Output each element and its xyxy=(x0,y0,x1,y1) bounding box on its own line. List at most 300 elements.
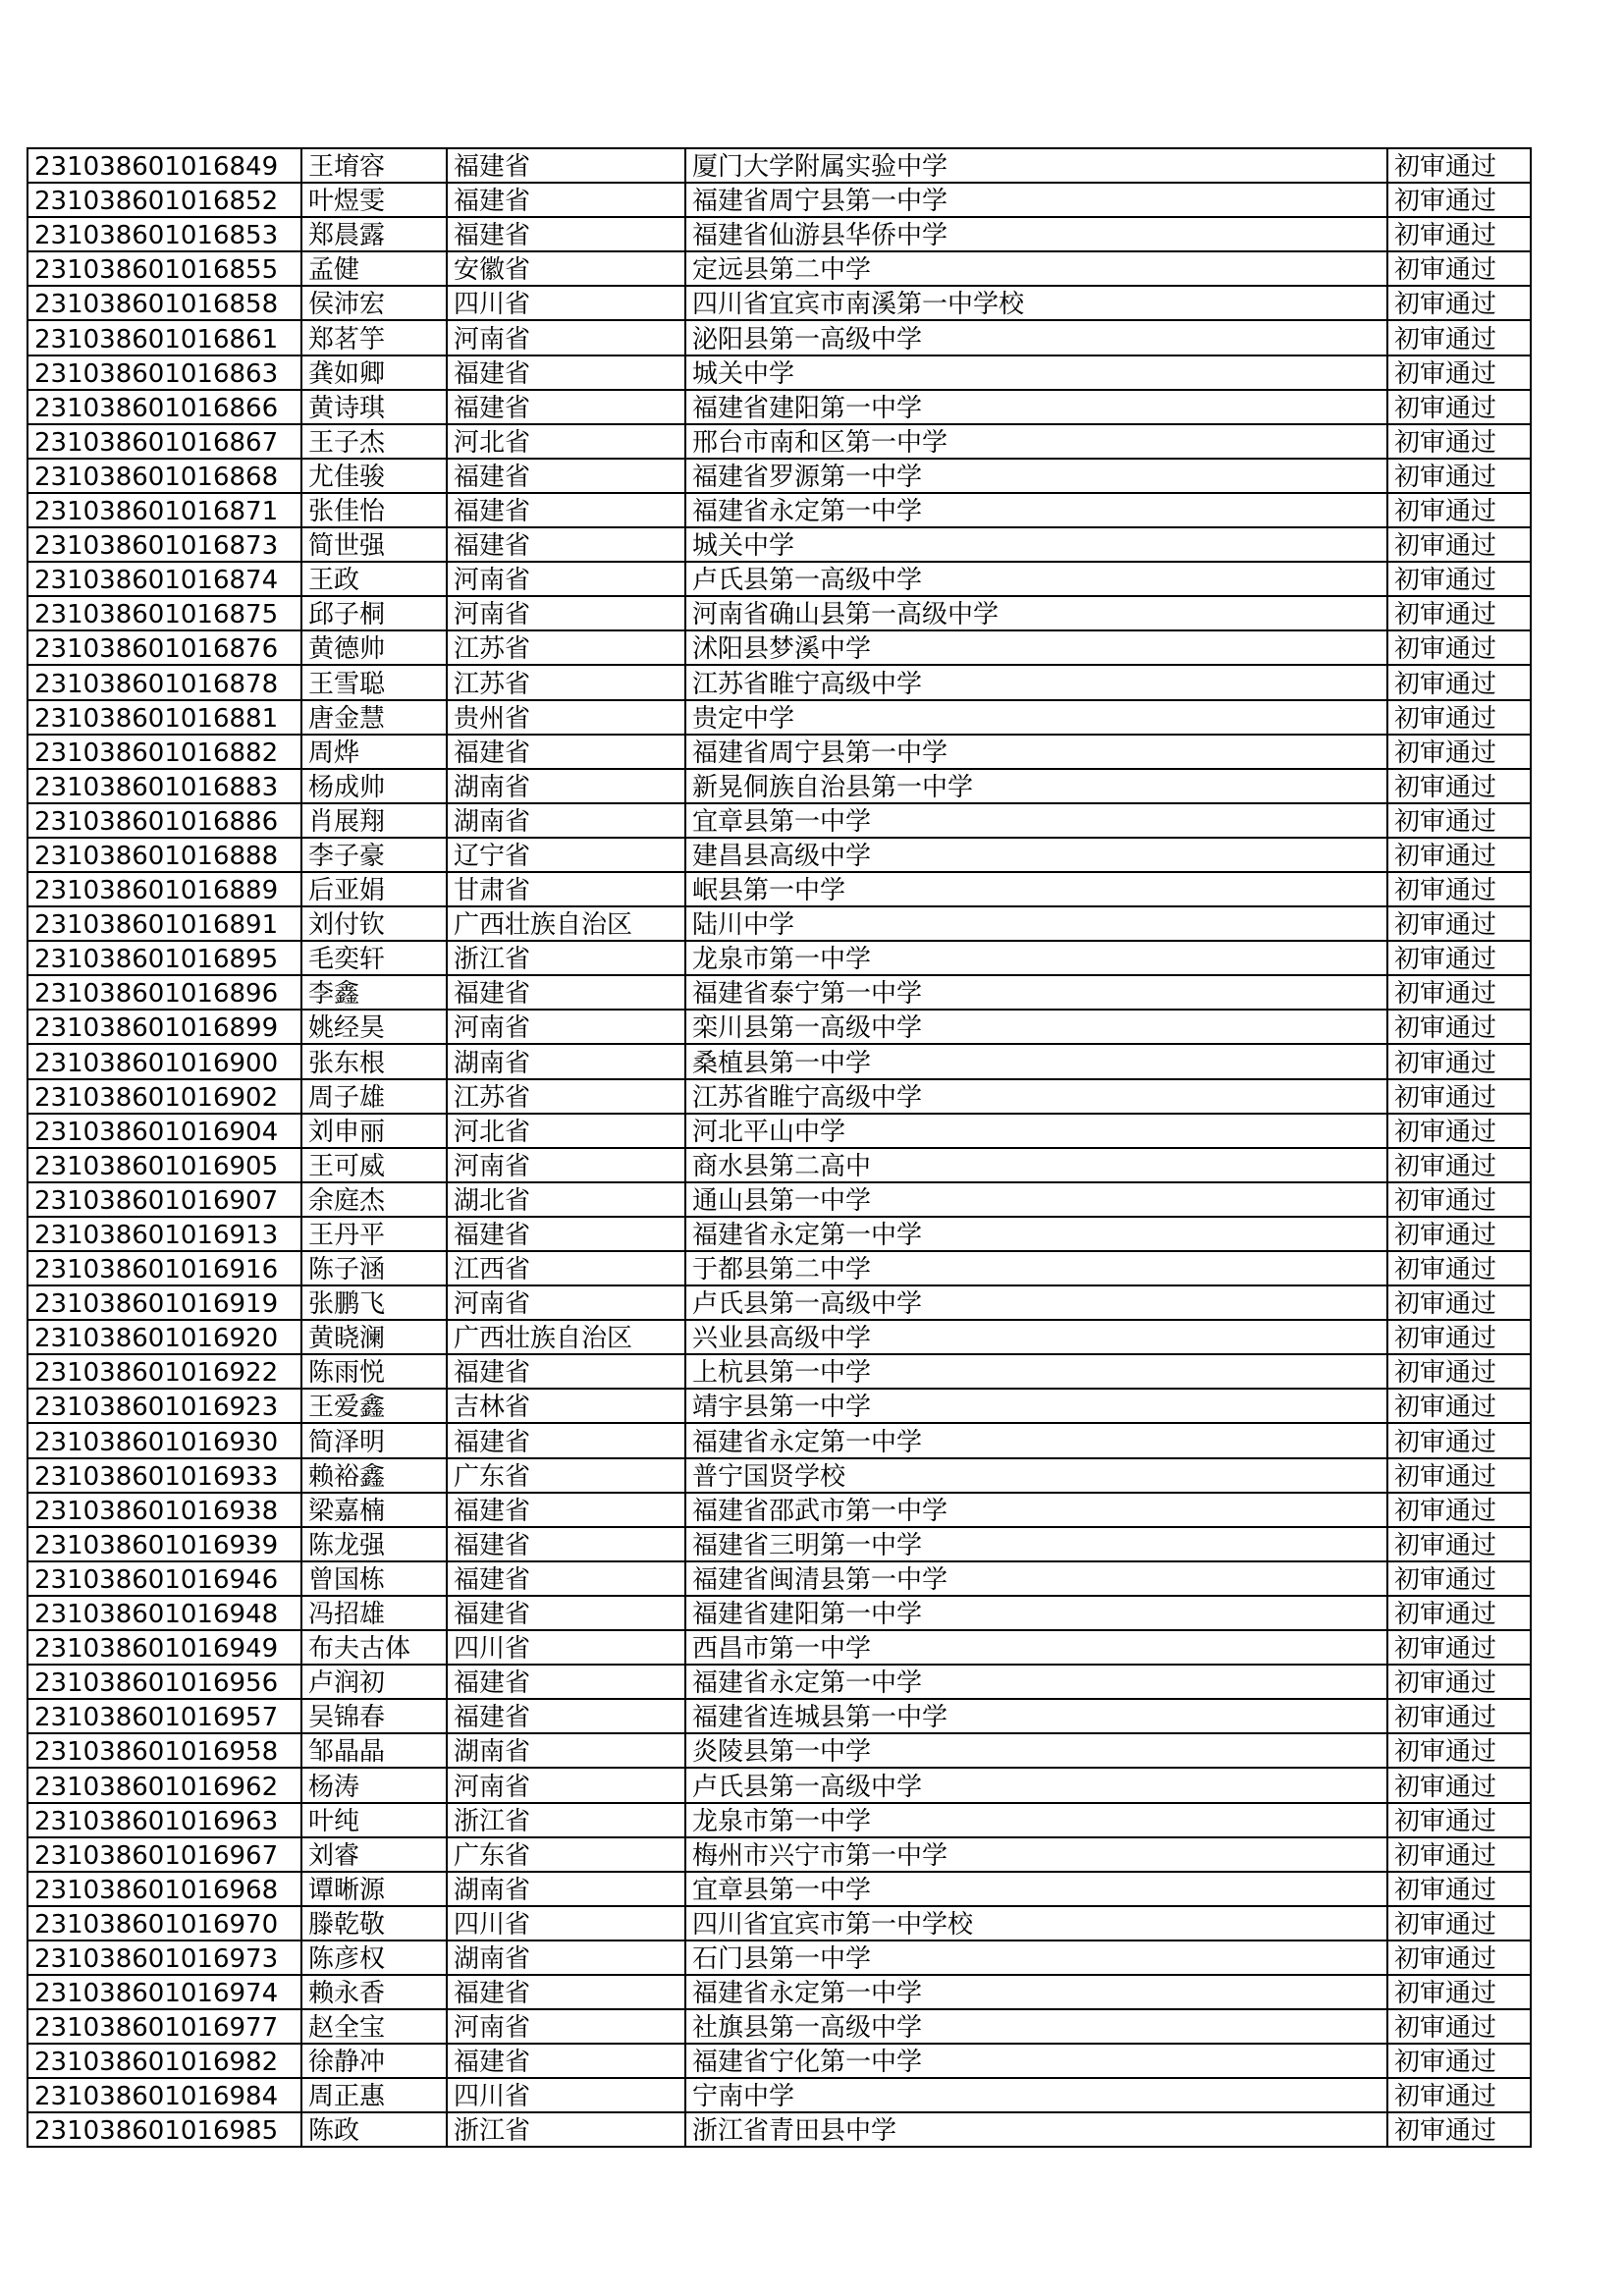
candidate-id-cell: 231038601016920 xyxy=(27,1320,301,1354)
province-cell: 福建省 xyxy=(447,217,685,251)
school-cell: 四川省宜宾市第一中学校 xyxy=(685,1906,1387,1941)
candidate-id-cell: 231038601016956 xyxy=(27,1665,301,1699)
province-cell: 浙江省 xyxy=(447,1803,685,1837)
school-cell: 江苏省睢宁高级中学 xyxy=(685,665,1387,699)
table-row xyxy=(27,1906,1531,1941)
school-cell: 兴业县高级中学 xyxy=(685,1320,1387,1354)
table-row xyxy=(27,148,1531,183)
status-cell: 初审通过 xyxy=(1387,286,1531,320)
table-row xyxy=(27,1630,1531,1665)
name-cell: 邹晶晶 xyxy=(301,1733,447,1768)
status-cell: 初审通过 xyxy=(1387,1561,1531,1596)
candidate-id-cell: 231038601016878 xyxy=(27,665,301,699)
name-cell: 叶纯 xyxy=(301,1803,447,1837)
name-cell: 刘睿 xyxy=(301,1837,447,1872)
candidate-id-cell: 231038601016886 xyxy=(27,803,301,838)
name-cell: 王政 xyxy=(301,562,447,596)
name-cell: 李鑫 xyxy=(301,975,447,1010)
candidate-id-cell: 231038601016900 xyxy=(27,1044,301,1078)
name-cell: 王丹平 xyxy=(301,1217,447,1251)
name-cell: 刘付钦 xyxy=(301,906,447,941)
school-cell: 社旗县第一高级中学 xyxy=(685,2009,1387,2044)
school-cell: 沭阳县梦溪中学 xyxy=(685,630,1387,665)
status-cell: 初审通过 xyxy=(1387,493,1531,527)
province-cell: 福建省 xyxy=(447,2044,685,2078)
table-row xyxy=(27,1010,1531,1044)
status-cell: 初审通过 xyxy=(1387,1699,1531,1733)
province-cell: 湖南省 xyxy=(447,1941,685,1975)
name-cell: 叶煜雯 xyxy=(301,183,447,217)
name-cell: 滕乾敬 xyxy=(301,1906,447,1941)
school-cell: 梅州市兴宁市第一中学 xyxy=(685,1837,1387,1872)
candidate-id-cell: 231038601016984 xyxy=(27,2078,301,2112)
status-cell: 初审通过 xyxy=(1387,183,1531,217)
status-cell: 初审通过 xyxy=(1387,803,1531,838)
province-cell: 安徽省 xyxy=(447,251,685,286)
status-cell: 初审通过 xyxy=(1387,1114,1531,1148)
candidate-id-cell: 231038601016973 xyxy=(27,1941,301,1975)
school-cell: 卢氏县第一高级中学 xyxy=(685,562,1387,596)
school-cell: 新晃侗族自治县第一中学 xyxy=(685,769,1387,803)
status-cell: 初审通过 xyxy=(1387,2112,1531,2147)
table-row xyxy=(27,735,1531,769)
province-cell: 福建省 xyxy=(447,1354,685,1389)
candidate-id-cell: 231038601016957 xyxy=(27,1699,301,1733)
province-cell: 河南省 xyxy=(447,2009,685,2044)
province-cell: 河北省 xyxy=(447,1114,685,1148)
table-row xyxy=(27,906,1531,941)
candidate-id-cell: 231038601016866 xyxy=(27,390,301,424)
table-row xyxy=(27,630,1531,665)
candidate-id-cell: 231038601016867 xyxy=(27,424,301,459)
school-cell: 福建省永定第一中学 xyxy=(685,1665,1387,1699)
table-row xyxy=(27,1389,1531,1423)
name-cell: 肖展翔 xyxy=(301,803,447,838)
name-cell: 王爱鑫 xyxy=(301,1389,447,1423)
status-cell: 初审通过 xyxy=(1387,217,1531,251)
candidate-id-cell: 231038601016853 xyxy=(27,217,301,251)
table-row xyxy=(27,665,1531,699)
school-cell: 福建省仙游县华侨中学 xyxy=(685,217,1387,251)
name-cell: 吴锦春 xyxy=(301,1699,447,1733)
school-cell: 福建省建阳第一中学 xyxy=(685,1596,1387,1630)
candidate-id-cell: 231038601016861 xyxy=(27,320,301,355)
school-cell: 岷县第一中学 xyxy=(685,872,1387,906)
table-row xyxy=(27,1596,1531,1630)
status-cell: 初审通过 xyxy=(1387,1320,1531,1354)
status-cell: 初审通过 xyxy=(1387,148,1531,183)
school-cell: 厦门大学附属实验中学 xyxy=(685,148,1387,183)
province-cell: 河南省 xyxy=(447,1010,685,1044)
status-cell: 初审通过 xyxy=(1387,1596,1531,1630)
name-cell: 赖永香 xyxy=(301,1975,447,2009)
name-cell: 王堉容 xyxy=(301,148,447,183)
school-cell: 福建省邵武市第一中学 xyxy=(685,1493,1387,1527)
province-cell: 辽宁省 xyxy=(447,838,685,872)
province-cell: 福建省 xyxy=(447,1596,685,1630)
school-cell: 栾川县第一高级中学 xyxy=(685,1010,1387,1044)
table-row xyxy=(27,286,1531,320)
name-cell: 郑晨露 xyxy=(301,217,447,251)
candidate-id-cell: 231038601016958 xyxy=(27,1733,301,1768)
status-cell: 初审通过 xyxy=(1387,1010,1531,1044)
table-row xyxy=(27,1975,1531,2009)
table-row xyxy=(27,459,1531,493)
name-cell: 周正惠 xyxy=(301,2078,447,2112)
table-row xyxy=(27,493,1531,527)
status-cell: 初审通过 xyxy=(1387,1182,1531,1217)
status-cell: 初审通过 xyxy=(1387,700,1531,735)
status-cell: 初审通过 xyxy=(1387,1354,1531,1389)
status-cell: 初审通过 xyxy=(1387,1148,1531,1182)
province-cell: 广东省 xyxy=(447,1458,685,1493)
table-row xyxy=(27,1148,1531,1182)
candidate-id-cell: 231038601016858 xyxy=(27,286,301,320)
status-cell: 初审通过 xyxy=(1387,527,1531,562)
province-cell: 湖北省 xyxy=(447,1182,685,1217)
name-cell: 孟健 xyxy=(301,251,447,286)
school-cell: 于都县第二中学 xyxy=(685,1251,1387,1285)
province-cell: 福建省 xyxy=(447,493,685,527)
name-cell: 后亚娟 xyxy=(301,872,447,906)
province-cell: 福建省 xyxy=(447,459,685,493)
name-cell: 李子豪 xyxy=(301,838,447,872)
province-cell: 河南省 xyxy=(447,562,685,596)
table-row xyxy=(27,2044,1531,2078)
school-cell: 福建省建阳第一中学 xyxy=(685,390,1387,424)
candidate-id-cell: 231038601016970 xyxy=(27,1906,301,1941)
school-cell: 卢氏县第一高级中学 xyxy=(685,1285,1387,1320)
table-row xyxy=(27,975,1531,1010)
status-cell: 初审通过 xyxy=(1387,459,1531,493)
candidate-id-cell: 231038601016871 xyxy=(27,493,301,527)
name-cell: 龚如卿 xyxy=(301,355,447,390)
table-row xyxy=(27,700,1531,735)
table-row xyxy=(27,1837,1531,1872)
candidate-id-cell: 231038601016938 xyxy=(27,1493,301,1527)
status-cell: 初审通过 xyxy=(1387,2078,1531,2112)
table-row xyxy=(27,1941,1531,1975)
school-cell: 宜章县第一中学 xyxy=(685,803,1387,838)
school-cell: 城关中学 xyxy=(685,355,1387,390)
province-cell: 四川省 xyxy=(447,1906,685,1941)
status-cell: 初审通过 xyxy=(1387,975,1531,1010)
candidate-id-cell: 231038601016916 xyxy=(27,1251,301,1285)
table-row xyxy=(27,1079,1531,1114)
school-cell: 福建省泰宁第一中学 xyxy=(685,975,1387,1010)
name-cell: 侯沛宏 xyxy=(301,286,447,320)
name-cell: 赖裕鑫 xyxy=(301,1458,447,1493)
province-cell: 四川省 xyxy=(447,1630,685,1665)
table-row xyxy=(27,1044,1531,1078)
name-cell: 曾国栋 xyxy=(301,1561,447,1596)
table-row xyxy=(27,1458,1531,1493)
school-cell: 贵定中学 xyxy=(685,700,1387,735)
name-cell: 谭晰源 xyxy=(301,1872,447,1906)
school-cell: 普宁国贤学校 xyxy=(685,1458,1387,1493)
school-cell: 定远县第二中学 xyxy=(685,251,1387,286)
candidate-id-cell: 231038601016922 xyxy=(27,1354,301,1389)
table-row xyxy=(27,1285,1531,1320)
school-cell: 建昌县高级中学 xyxy=(685,838,1387,872)
province-cell: 广西壮族自治区 xyxy=(447,1320,685,1354)
school-cell: 泌阳县第一高级中学 xyxy=(685,320,1387,355)
table-row xyxy=(27,872,1531,906)
table-row xyxy=(27,1768,1531,1802)
status-cell: 初审通过 xyxy=(1387,769,1531,803)
school-cell: 浙江省青田县中学 xyxy=(685,2112,1387,2147)
province-cell: 江西省 xyxy=(447,1251,685,1285)
candidate-id-cell: 231038601016963 xyxy=(27,1803,301,1837)
province-cell: 广西壮族自治区 xyxy=(447,906,685,941)
status-cell: 初审通过 xyxy=(1387,2044,1531,2078)
roster-table xyxy=(27,147,1532,2148)
province-cell: 福建省 xyxy=(447,975,685,1010)
candidate-id-cell: 231038601016874 xyxy=(27,562,301,596)
table-row xyxy=(27,1527,1531,1561)
province-cell: 江苏省 xyxy=(447,1079,685,1114)
candidate-id-cell: 231038601016889 xyxy=(27,872,301,906)
name-cell: 余庭杰 xyxy=(301,1182,447,1217)
name-cell: 杨涛 xyxy=(301,1768,447,1802)
name-cell: 邱子桐 xyxy=(301,596,447,630)
school-cell: 桑植县第一中学 xyxy=(685,1044,1387,1078)
status-cell: 初审通过 xyxy=(1387,1906,1531,1941)
school-cell: 上杭县第一中学 xyxy=(685,1354,1387,1389)
roster-body xyxy=(27,148,1531,2147)
school-cell: 福建省连城县第一中学 xyxy=(685,1699,1387,1733)
name-cell: 陈雨悦 xyxy=(301,1354,447,1389)
province-cell: 吉林省 xyxy=(447,1389,685,1423)
school-cell: 商水县第二高中 xyxy=(685,1148,1387,1182)
candidate-id-cell: 231038601016974 xyxy=(27,1975,301,2009)
province-cell: 福建省 xyxy=(447,1493,685,1527)
table-row xyxy=(27,1493,1531,1527)
school-cell: 卢氏县第一高级中学 xyxy=(685,1768,1387,1802)
status-cell: 初审通过 xyxy=(1387,1872,1531,1906)
name-cell: 王可威 xyxy=(301,1148,447,1182)
table-row xyxy=(27,803,1531,838)
province-cell: 湖南省 xyxy=(447,803,685,838)
name-cell: 陈子涵 xyxy=(301,1251,447,1285)
name-cell: 徐静冲 xyxy=(301,2044,447,2078)
table-row xyxy=(27,183,1531,217)
school-cell: 陆川中学 xyxy=(685,906,1387,941)
name-cell: 黄诗琪 xyxy=(301,390,447,424)
status-cell: 初审通过 xyxy=(1387,320,1531,355)
status-cell: 初审通过 xyxy=(1387,1493,1531,1527)
table-row xyxy=(27,1320,1531,1354)
province-cell: 福建省 xyxy=(447,1217,685,1251)
province-cell: 江苏省 xyxy=(447,630,685,665)
province-cell: 福建省 xyxy=(447,527,685,562)
candidate-id-cell: 231038601016923 xyxy=(27,1389,301,1423)
table-row xyxy=(27,217,1531,251)
name-cell: 卢润初 xyxy=(301,1665,447,1699)
status-cell: 初审通过 xyxy=(1387,1941,1531,1975)
province-cell: 福建省 xyxy=(447,1699,685,1733)
candidate-id-cell: 231038601016985 xyxy=(27,2112,301,2147)
school-cell: 福建省宁化第一中学 xyxy=(685,2044,1387,2078)
table-row xyxy=(27,596,1531,630)
candidate-id-cell: 231038601016913 xyxy=(27,1217,301,1251)
candidate-id-cell: 231038601016849 xyxy=(27,148,301,183)
status-cell: 初审通过 xyxy=(1387,251,1531,286)
school-cell: 龙泉市第一中学 xyxy=(685,941,1387,975)
table-row xyxy=(27,2009,1531,2044)
table-row xyxy=(27,1423,1531,1457)
name-cell: 简世强 xyxy=(301,527,447,562)
status-cell: 初审通过 xyxy=(1387,1768,1531,1802)
name-cell: 张东根 xyxy=(301,1044,447,1078)
status-cell: 初审通过 xyxy=(1387,906,1531,941)
name-cell: 黄德帅 xyxy=(301,630,447,665)
candidate-id-cell: 231038601016868 xyxy=(27,459,301,493)
school-cell: 邢台市南和区第一中学 xyxy=(685,424,1387,459)
name-cell: 王子杰 xyxy=(301,424,447,459)
status-cell: 初审通过 xyxy=(1387,838,1531,872)
status-cell: 初审通过 xyxy=(1387,1630,1531,1665)
name-cell: 黄晓澜 xyxy=(301,1320,447,1354)
name-cell: 姚经昊 xyxy=(301,1010,447,1044)
school-cell: 西昌市第一中学 xyxy=(685,1630,1387,1665)
name-cell: 陈彦权 xyxy=(301,1941,447,1975)
candidate-id-cell: 231038601016883 xyxy=(27,769,301,803)
candidate-id-cell: 231038601016904 xyxy=(27,1114,301,1148)
table-row xyxy=(27,941,1531,975)
candidate-id-cell: 231038601016896 xyxy=(27,975,301,1010)
status-cell: 初审通过 xyxy=(1387,941,1531,975)
school-cell: 河北平山中学 xyxy=(685,1114,1387,1148)
province-cell: 浙江省 xyxy=(447,2112,685,2147)
candidate-id-cell: 231038601016977 xyxy=(27,2009,301,2044)
school-cell: 福建省永定第一中学 xyxy=(685,493,1387,527)
candidate-id-cell: 231038601016948 xyxy=(27,1596,301,1630)
status-cell: 初审通过 xyxy=(1387,1423,1531,1457)
table-row xyxy=(27,320,1531,355)
name-cell: 王雪聪 xyxy=(301,665,447,699)
name-cell: 梁嘉楠 xyxy=(301,1493,447,1527)
province-cell: 福建省 xyxy=(447,1527,685,1561)
candidate-id-cell: 231038601016902 xyxy=(27,1079,301,1114)
status-cell: 初审通过 xyxy=(1387,735,1531,769)
name-cell: 尤佳骏 xyxy=(301,459,447,493)
status-cell: 初审通过 xyxy=(1387,1285,1531,1320)
table-row xyxy=(27,424,1531,459)
province-cell: 湖南省 xyxy=(447,1044,685,1078)
candidate-id-cell: 231038601016933 xyxy=(27,1458,301,1493)
province-cell: 四川省 xyxy=(447,286,685,320)
name-cell: 赵全宝 xyxy=(301,2009,447,2044)
school-cell: 河南省确山县第一高级中学 xyxy=(685,596,1387,630)
school-cell: 四川省宜宾市南溪第一中学校 xyxy=(685,286,1387,320)
table-row xyxy=(27,251,1531,286)
school-cell: 福建省罗源第一中学 xyxy=(685,459,1387,493)
province-cell: 福建省 xyxy=(447,1665,685,1699)
province-cell: 四川省 xyxy=(447,2078,685,2112)
school-cell: 石门县第一中学 xyxy=(685,1941,1387,1975)
candidate-id-cell: 231038601016899 xyxy=(27,1010,301,1044)
table-row xyxy=(27,838,1531,872)
candidate-id-cell: 231038601016876 xyxy=(27,630,301,665)
name-cell: 周烨 xyxy=(301,735,447,769)
province-cell: 湖南省 xyxy=(447,769,685,803)
school-cell: 通山县第一中学 xyxy=(685,1182,1387,1217)
table-row xyxy=(27,527,1531,562)
table-row xyxy=(27,355,1531,390)
province-cell: 福建省 xyxy=(447,1561,685,1596)
school-cell: 福建省永定第一中学 xyxy=(685,1975,1387,2009)
province-cell: 福建省 xyxy=(447,1975,685,2009)
name-cell: 郑茗竽 xyxy=(301,320,447,355)
status-cell: 初审通过 xyxy=(1387,390,1531,424)
table-row xyxy=(27,1699,1531,1733)
status-cell: 初审通过 xyxy=(1387,665,1531,699)
table-row xyxy=(27,1872,1531,1906)
table-row xyxy=(27,1182,1531,1217)
province-cell: 湖南省 xyxy=(447,1733,685,1768)
status-cell: 初审通过 xyxy=(1387,1251,1531,1285)
candidate-id-cell: 231038601016881 xyxy=(27,700,301,735)
school-cell: 福建省永定第一中学 xyxy=(685,1217,1387,1251)
province-cell: 河北省 xyxy=(447,424,685,459)
candidate-id-cell: 231038601016949 xyxy=(27,1630,301,1665)
status-cell: 初审通过 xyxy=(1387,562,1531,596)
candidate-id-cell: 231038601016905 xyxy=(27,1148,301,1182)
province-cell: 浙江省 xyxy=(447,941,685,975)
status-cell: 初审通过 xyxy=(1387,1837,1531,1872)
status-cell: 初审通过 xyxy=(1387,630,1531,665)
status-cell: 初审通过 xyxy=(1387,424,1531,459)
name-cell: 唐金慧 xyxy=(301,700,447,735)
status-cell: 初审通过 xyxy=(1387,1733,1531,1768)
school-cell: 龙泉市第一中学 xyxy=(685,1803,1387,1837)
status-cell: 初审通过 xyxy=(1387,355,1531,390)
status-cell: 初审通过 xyxy=(1387,1458,1531,1493)
province-cell: 江苏省 xyxy=(447,665,685,699)
status-cell: 初审通过 xyxy=(1387,596,1531,630)
school-cell: 城关中学 xyxy=(685,527,1387,562)
school-cell: 福建省三明第一中学 xyxy=(685,1527,1387,1561)
candidate-id-cell: 231038601016895 xyxy=(27,941,301,975)
school-cell: 福建省周宁县第一中学 xyxy=(685,735,1387,769)
province-cell: 河南省 xyxy=(447,1285,685,1320)
candidate-id-cell: 231038601016882 xyxy=(27,735,301,769)
candidate-id-cell: 231038601016919 xyxy=(27,1285,301,1320)
name-cell: 周子雄 xyxy=(301,1079,447,1114)
school-cell: 宜章县第一中学 xyxy=(685,1872,1387,1906)
table-row xyxy=(27,1733,1531,1768)
status-cell: 初审通过 xyxy=(1387,1044,1531,1078)
school-cell: 宁南中学 xyxy=(685,2078,1387,2112)
province-cell: 湖南省 xyxy=(447,1872,685,1906)
school-cell: 福建省闽清县第一中学 xyxy=(685,1561,1387,1596)
province-cell: 贵州省 xyxy=(447,700,685,735)
candidate-id-cell: 231038601016967 xyxy=(27,1837,301,1872)
province-cell: 广东省 xyxy=(447,1837,685,1872)
province-cell: 福建省 xyxy=(447,735,685,769)
candidate-id-cell: 231038601016875 xyxy=(27,596,301,630)
province-cell: 河南省 xyxy=(447,596,685,630)
status-cell: 初审通过 xyxy=(1387,1665,1531,1699)
candidate-id-cell: 231038601016968 xyxy=(27,1872,301,1906)
province-cell: 河南省 xyxy=(447,320,685,355)
status-cell: 初审通过 xyxy=(1387,1389,1531,1423)
table-row xyxy=(27,1217,1531,1251)
name-cell: 刘申丽 xyxy=(301,1114,447,1148)
province-cell: 甘肃省 xyxy=(447,872,685,906)
province-cell: 福建省 xyxy=(447,183,685,217)
